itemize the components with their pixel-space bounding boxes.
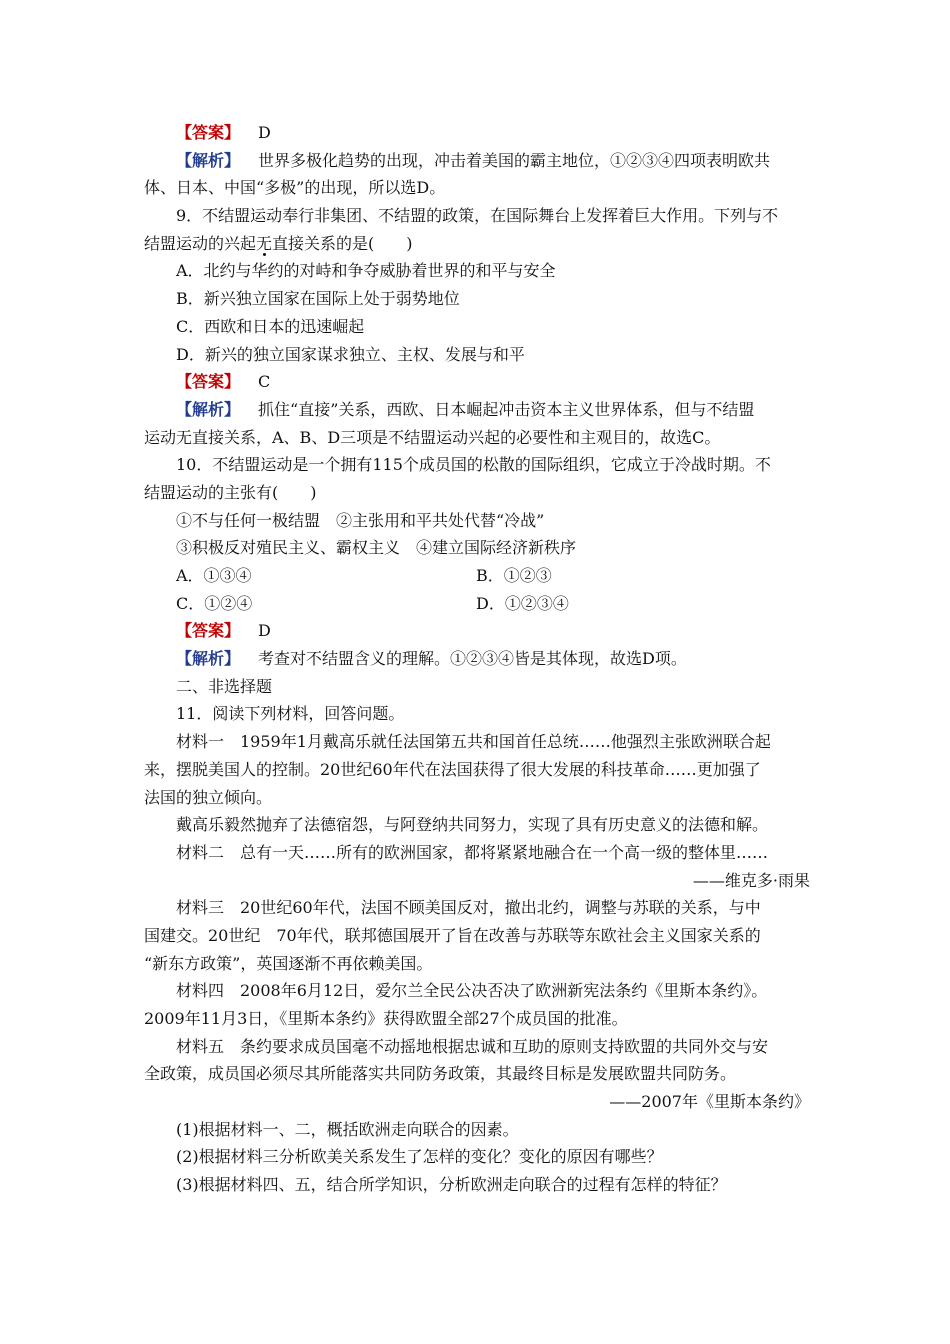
q11-stem: 11．阅读下列材料，回答问题。 — [176, 704, 405, 724]
q10-stem-line-1: 10．不结盟运动是一个拥有115个成员国的松散的国际组织，它成立于冷战时期。不 — [176, 455, 771, 475]
q11-material-3-line-3: “新东方政策”，英国逐渐不再依赖美国。 — [144, 953, 433, 973]
q11-material-5-line-1: 材料五 条约要求成员国毫不动摇地根据忠诚和互助的原则支持欧盟的共同外交与安 — [176, 1036, 769, 1056]
q9-analysis-line-2: 运动无直接关系，A、B、D三项是不结盟运动兴起的必要性和主观目的，故选C。 — [144, 427, 721, 447]
q10-options-row-1 — [144, 562, 812, 590]
q10-option-b: B．①②③ — [476, 566, 552, 585]
analysis-text: 抓住“直接”关系，西欧、日本崛起冲击资本主义世界体系，但与不结盟 — [258, 399, 755, 419]
answer-tag: 【答案】 — [176, 123, 241, 142]
analysis-text: 世界多极化趋势的出现，冲击着美国的霸主地位，①②③④四项表明欧共 — [258, 150, 771, 170]
analysis-tag: 【解析】 — [176, 399, 241, 419]
answer-tag: 【答案】 — [176, 372, 241, 392]
answer-value: D — [258, 621, 271, 641]
emphasis-dot-char: 无 — [256, 233, 273, 253]
q8-answer-line — [144, 119, 812, 147]
q9-stem-text-a: 结盟运动的兴起 — [144, 233, 257, 253]
q8-analysis-line-2: 体、日本、中国“多极”的出现，所以选D。 — [144, 178, 446, 198]
q10-analysis-line-1 — [144, 645, 812, 673]
q11-material-5-source: ——2007年《里斯本条约》 — [609, 1092, 810, 1112]
q11-subquestion-2: (2)根据材料三分析欧美关系发生了怎样的变化？变化的原因有哪些？ — [176, 1147, 663, 1167]
analysis-tag: 【解析】 — [176, 150, 241, 170]
q10-items-line-1: ①不与任何一极结盟 ②主张用和平共处代替“冷战” — [176, 510, 545, 530]
q10-options-row-2 — [144, 590, 812, 618]
q11-material-2-line-1: 材料二 总有一天……所有的欧洲国家，都将紧紧地融合在一个高一级的整体里…… — [176, 842, 769, 862]
q11-material-1-line-2: 来，摆脱美国人的控制。20世纪60年代在法国获得了很大发展的科技革命……更加强了 — [144, 759, 761, 779]
q9-option-a: A．北约与华约的对峙和争夺威胁着世界的和平与安全 — [176, 261, 556, 281]
q10-option-c: C．①②④ — [176, 593, 253, 613]
q11-subquestion-1: (1)根据材料一、二，概括欧洲走向联合的因素。 — [176, 1119, 519, 1139]
q9-stem-text-b: 直接关系的是( ) — [272, 233, 413, 253]
answer-value: C — [258, 372, 271, 392]
q10-option-d: D．①②③④ — [476, 593, 569, 613]
q11-material-4-line-2: 2009年11月3日，《里斯本条约》获得欧盟全部27个成员国的批准。 — [144, 1009, 628, 1028]
q11-subquestion-3: (3)根据材料四、五，结合所学知识，分析欧洲走向联合的过程有怎样的特征？ — [176, 1175, 727, 1195]
answer-value: D — [258, 123, 271, 142]
q10-answer-line — [144, 617, 812, 645]
q10-option-a: A．①③④ — [176, 566, 252, 585]
q11-material-4-line-1: 材料四 2008年6月12日，爱尔兰全民公决否决了欧洲新宪法条约《里斯本条约》。 — [176, 981, 768, 1001]
q9-option-c: C．西欧和日本的迅速崛起 — [176, 316, 365, 336]
answer-tag: 【答案】 — [176, 621, 241, 641]
q11-material-2-source: ——维克多·雨果 — [692, 870, 810, 890]
q11-material-1-line-1: 材料一 1959年1月戴高乐就任法国第五共和国首任总统……他强烈主张欧洲联合起 — [176, 732, 771, 752]
section-heading: 二、非选择题 — [176, 676, 273, 696]
q11-material-1-line-4: 戴高乐毅然抛弃了法德宿怨，与阿登纳共同努力，实现了具有历史意义的法德和解。 — [176, 815, 769, 835]
q9-option-d: D．新兴的独立国家谋求独立、主权、发展与和平 — [176, 344, 525, 364]
q11-material-1-line-3: 法国的独立倾向。 — [144, 787, 273, 807]
q11-material-3-line-1: 材料三 20世纪60年代，法国不顾美国反对，撤出北约，调整与苏联的关系，与中 — [176, 898, 761, 918]
q9-answer-line — [144, 368, 812, 396]
q11-material-5-line-2: 全政策，成员国必须尽其所能落实共同防务政策，其最终目标是发展欧盟共同防务。 — [144, 1064, 737, 1084]
document-page — [144, 119, 812, 1199]
q9-stem-line-1: 9．不结盟运动奉行非集团、不结盟的政策，在国际舞台上发挥着巨大作用。下列与不 — [176, 206, 779, 226]
q10-stem-line-2: 结盟运动的主张有( ) — [144, 482, 317, 502]
q8-analysis-line-1 — [144, 147, 812, 175]
q10-items-line-2: ③积极反对殖民主义、霸权主义 ④建立国际经济新秩序 — [176, 538, 577, 558]
analysis-tag: 【解析】 — [176, 649, 241, 669]
analysis-text: 考查对不结盟含义的理解。①②③④皆是其体现，故选D项。 — [258, 649, 687, 669]
q9-analysis-line-1 — [144, 396, 812, 424]
q9-stem-line-2 — [144, 230, 812, 258]
q11-material-3-line-2: 国建交。20世纪 70年代，联邦德国展开了旨在改善与苏联等东欧社会主义国家关系的 — [144, 925, 761, 945]
q9-option-b: B．新兴独立国家在国际上处于弱势地位 — [176, 289, 460, 309]
